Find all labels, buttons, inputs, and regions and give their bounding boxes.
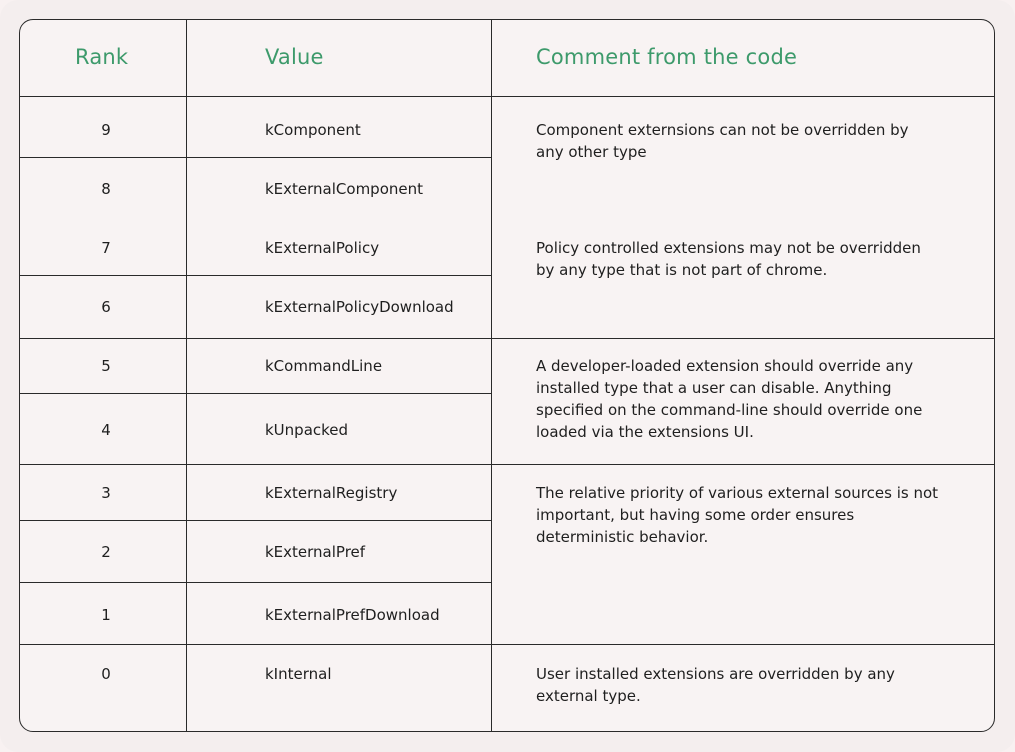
group-divider: [20, 644, 995, 645]
value-cell: kExternalPolicyDownload: [265, 298, 454, 316]
rank-cell: 8: [101, 180, 111, 198]
comment-line: Policy controlled extensions may not be overridden: [536, 239, 921, 257]
value-cell: kExternalPolicy: [265, 239, 380, 257]
rank-cell: 1: [101, 606, 111, 624]
column-divider-2: [491, 20, 492, 732]
comment-line: any other type: [536, 143, 647, 161]
comment-line: by any type that is not part of chrome.: [536, 261, 828, 279]
comment-cell: [536, 119, 956, 163]
header-divider: [20, 96, 995, 97]
comment-cell: [536, 237, 956, 281]
comment-line: external type.: [536, 687, 641, 705]
rank-cell: 6: [101, 298, 111, 316]
comment-line: The relative priority of various external sources is not: [536, 484, 939, 502]
rank-cell: 9: [101, 121, 111, 139]
comment-line: specified on the command-line should override one: [536, 401, 923, 419]
comment-line: User installed extensions are overridden by any: [536, 665, 895, 683]
comment-line: installed type that a user can disable. Anything: [536, 379, 892, 397]
rank-cell: 4: [101, 421, 111, 439]
header-value: Value: [265, 45, 324, 69]
rank-cell: 0: [101, 665, 111, 683]
comment-line: important, but having some order ensures: [536, 506, 855, 524]
row-divider: [20, 393, 491, 394]
value-cell: kExternalPref: [265, 543, 366, 561]
comment-cell: [536, 355, 956, 443]
rank-cell: 7: [101, 239, 111, 257]
comment-cell: [536, 482, 956, 548]
row-divider: [20, 582, 491, 583]
comment-line: A developer-loaded extension should override any: [536, 357, 914, 375]
comment-line: deterministic behavior.: [536, 528, 709, 546]
rank-cell: 3: [101, 484, 111, 502]
comment-line: Component externsions can not be overridden by: [536, 121, 909, 139]
header-comment: Comment from the code: [536, 45, 798, 69]
value-cell: kUnpacked: [265, 421, 349, 439]
row-divider: [20, 275, 491, 276]
comment-cell: [536, 663, 956, 707]
value-cell: kComponent: [265, 121, 361, 139]
value-cell: kCommandLine: [265, 357, 383, 375]
row-divider: [20, 520, 491, 521]
rank-cell: 2: [101, 543, 111, 561]
rank-cell: 5: [101, 357, 111, 375]
group-divider: [20, 464, 995, 465]
value-cell: kExternalRegistry: [265, 484, 398, 502]
comment-line: loaded via the extensions UI.: [536, 423, 754, 441]
column-divider-1: [186, 20, 187, 732]
value-cell: kExternalPrefDownload: [265, 606, 440, 624]
header-rank: Rank: [75, 45, 129, 69]
extension-priority-table: [19, 19, 995, 732]
value-cell: kInternal: [265, 665, 332, 683]
group-divider: [20, 338, 995, 339]
row-divider: [20, 157, 491, 158]
value-cell: kExternalComponent: [265, 180, 424, 198]
